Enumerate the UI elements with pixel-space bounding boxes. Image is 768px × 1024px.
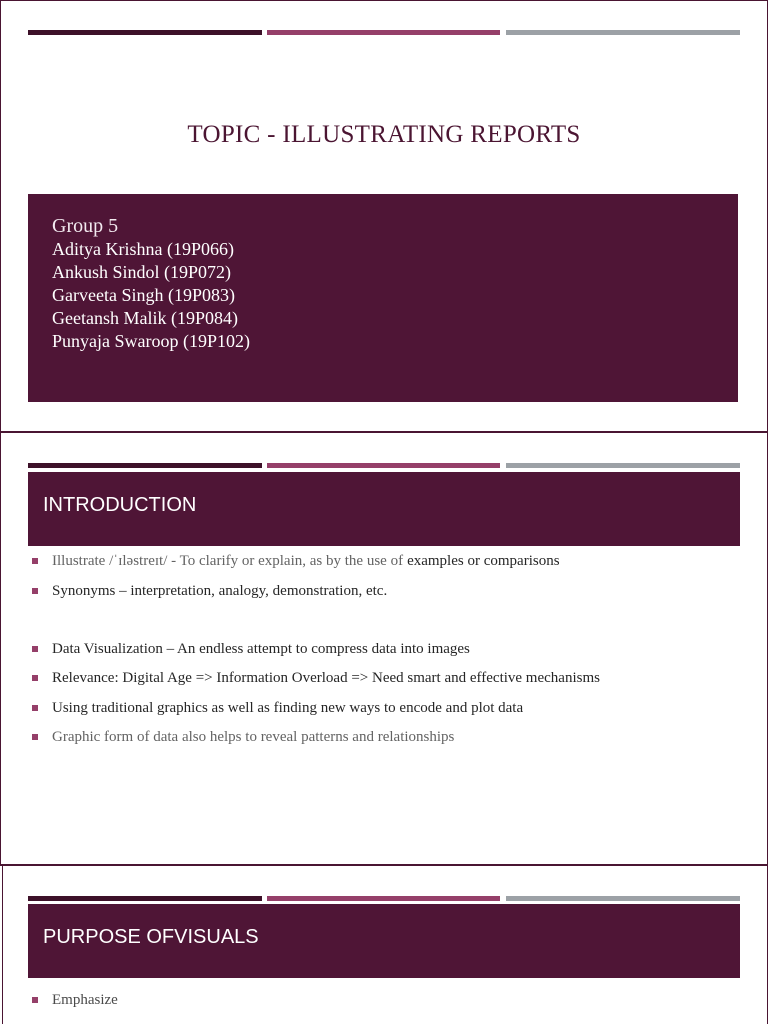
bullet-text: Graphic form of data also helps to reveal patterns and relationships: [52, 729, 455, 745]
bullet-item: [3, 986, 767, 1016]
bar-accent: [267, 30, 500, 35]
bullet-emphasis-text: examples or comparisons: [407, 553, 560, 569]
bar-dark: [28, 30, 262, 35]
slide-heading: INTRODUCTION: [43, 494, 197, 516]
group-heading: Group 5: [52, 215, 119, 237]
decorative-bars: [28, 463, 740, 468]
slide-title: [0, 0, 768, 433]
bar-accent: [267, 896, 500, 901]
bullet-text: Using traditional graphics as well as finding new ways to encode and plot data: [52, 699, 524, 716]
bullet-item: [1, 577, 767, 607]
bullet-square-icon: [32, 558, 38, 564]
bar-dark: [28, 896, 262, 901]
slide-introduction: [0, 433, 768, 866]
group-member: Garveeta Singh (19P083): [52, 285, 235, 305]
bar-gray: [506, 463, 740, 468]
slide-header: [28, 904, 740, 978]
bullet-text: Relevance: Digital Age => Information Overload => Need smart and effective mechanisms: [52, 670, 600, 686]
slide-header: [28, 472, 740, 546]
bullet-square-icon: [32, 734, 38, 740]
slide-heading: PURPOSE OFVISUALS: [43, 926, 259, 948]
presentation-title: TOPIC - ILLUSTRATING REPORTS: [187, 121, 581, 148]
bar-accent: [267, 463, 500, 468]
bullet-square-icon: [32, 675, 38, 681]
bullet-list: [3, 986, 767, 1016]
blank-line: [1, 606, 767, 635]
group-member: Punyaja Swaroop (19P102): [52, 331, 250, 351]
bullet-square-icon: [32, 646, 38, 652]
slide-purpose-of-visuals: [2, 866, 768, 1024]
bullet-item: [1, 547, 767, 577]
bullet-text: Emphasize: [52, 992, 118, 1008]
decorative-bars: [28, 30, 740, 35]
bullet-item: [1, 635, 767, 665]
bullet-list: [1, 547, 767, 753]
bullet-item: [1, 664, 767, 694]
bar-gray: [506, 30, 740, 35]
group-member: Ankush Sindol (19P072): [52, 262, 232, 282]
decorative-bars: [28, 896, 740, 901]
bullet-text: Synonyms – interpretation, analogy, demonstration, etc.: [52, 582, 388, 599]
bar-dark: [28, 463, 262, 468]
group-member: Aditya Krishna (19P066): [52, 239, 234, 259]
bullet-text: Data Visualization – An endless attempt to compress data into images: [52, 640, 470, 657]
bullet-square-icon: [32, 705, 38, 711]
bullet-item: [1, 723, 767, 753]
bullet-square-icon: [32, 997, 38, 1003]
bullet-item: [1, 694, 767, 724]
group-member: Geetansh Malik (19P084): [52, 308, 238, 328]
bar-gray: [506, 896, 740, 901]
bullet-square-icon: [32, 588, 38, 594]
group-members-box: [28, 194, 738, 402]
bullet-text: Illustrate /ˈɪləstreɪt/ - To clarify or explain, as by the use of: [52, 553, 404, 569]
